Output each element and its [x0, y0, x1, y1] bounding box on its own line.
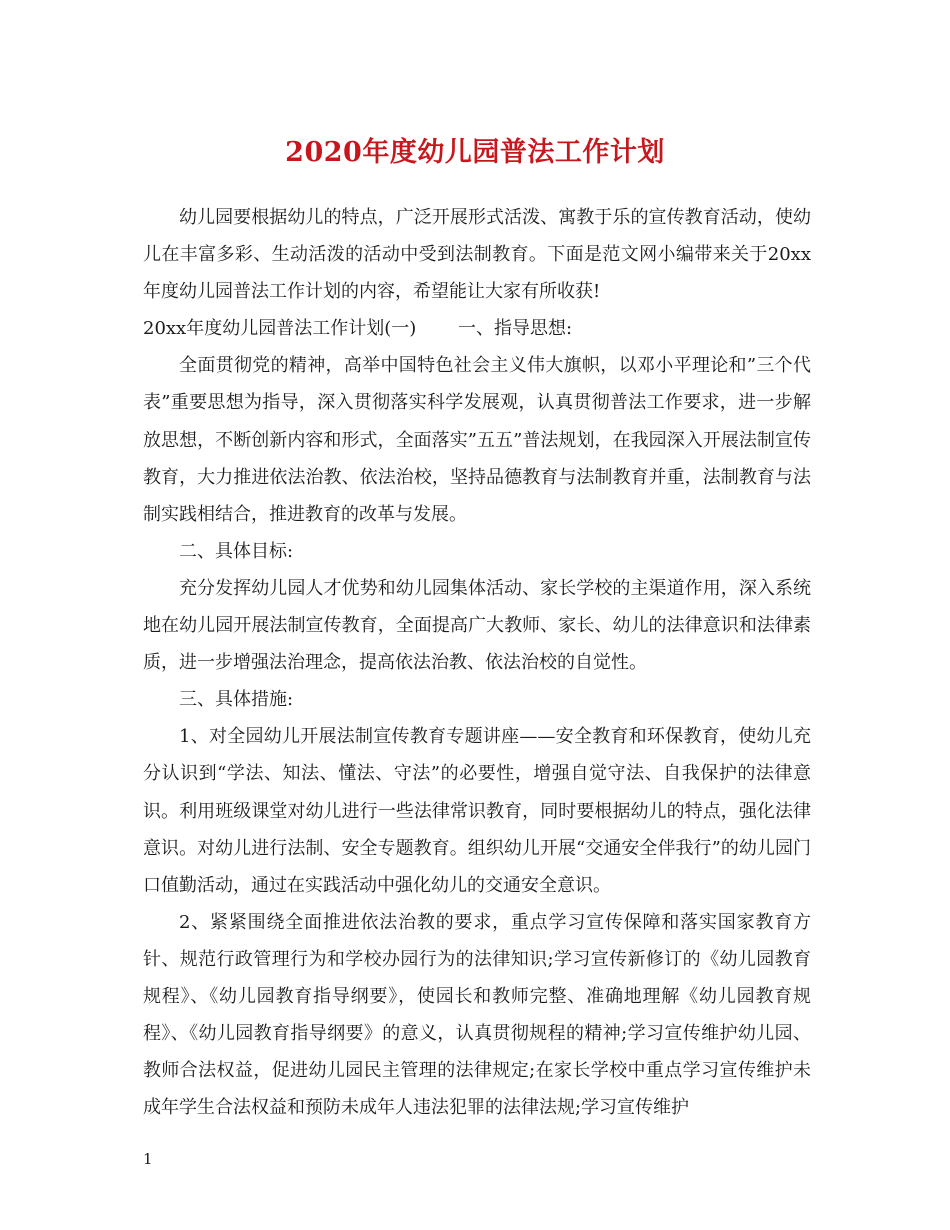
paragraph-goals: 充分发挥幼儿园人才优势和幼儿园集体活动、家长学校的主渠道作用，深入系统地在幼儿园开展法制宣传教育，全面提高广大教师、家长、幼儿的法律意识和法律素质，进一步增强法治理念，提高依法治教、依法治校的自觉性。	[143, 577, 811, 674]
page-number: 1	[143, 1150, 153, 1168]
paragraph-plan-heading: 20xx年度幼儿园普法工作计划(一) 一、指导思想:	[143, 318, 573, 340]
paragraph-measure-2: 2、紧紧围绕全面推进依法治教的要求，重点学习宣传保障和落实国家教育方针、规范行政管理行为和学校办园行为的法律知识;学习宣传新修订的《幼儿园教育规程》、《幼儿园教育指导纲要》，使园长和教师完整、准确地理解《幼儿园教育规程》、《幼儿园教育指导纲要》的意义，认真贯彻规程的精神;学习宣传维护幼儿园、教师合法权益，促进幼儿园民主管理的法律规定;在家长学校中重点学习宣传维护未成年学生合法权益和预防未成年人违法犯罪的法律法规;学习宣传维护	[143, 911, 811, 1119]
document-body	[143, 199, 811, 1126]
paragraph-intro: 幼儿园要根据幼儿的特点，广泛开展形式活泼、寓教于乐的宣传教育活动，使幼儿在丰富多彩、生动活泼的活动中受到法制教育。下面是范文网小编带来关于20xx年度幼儿园普法工作计划的内容，希望能让大家有所收获!	[143, 207, 811, 303]
page-title: 2020年度幼儿园普法工作计划	[285, 137, 665, 168]
section-heading-goals: 二、具体目标:	[179, 540, 294, 562]
paragraph-measure-1: 1、对全园幼儿开展法制宣传教育专题讲座——安全教育和环保教育，使幼儿充分认识到“学法、知法、懂法、守法”的必要性，增强自觉守法、自我保护的法律意识。利用班级课堂对幼儿进行一些法律常识教育，同时要根据幼儿的特点，强化法律意识。对幼儿进行法制、安全专题教育。组织幼儿开展“交通安全伴我行”的幼儿园门口值勤活动，通过在实践活动中强化幼儿的交通安全意识。	[143, 726, 811, 896]
paragraph-guiding-thought: 全面贯彻党的精神，高举中国特色社会主义伟大旗帜，以邓小平理论和”三个代表”重要思想为指导，深入贯彻落实科学发展观，认真贯彻普法工作要求，进一步解放思想，不断创新内容和形式，全面落实”五五”普法规划，在我园深入开展法制宣传教育，大力推进依法治教、依法治校，坚持品德教育与法制教育并重，法制教育与法制实践相结合，推进教育的改革与发展。	[143, 355, 811, 525]
section-heading-measures: 三、具体措施:	[179, 689, 294, 711]
